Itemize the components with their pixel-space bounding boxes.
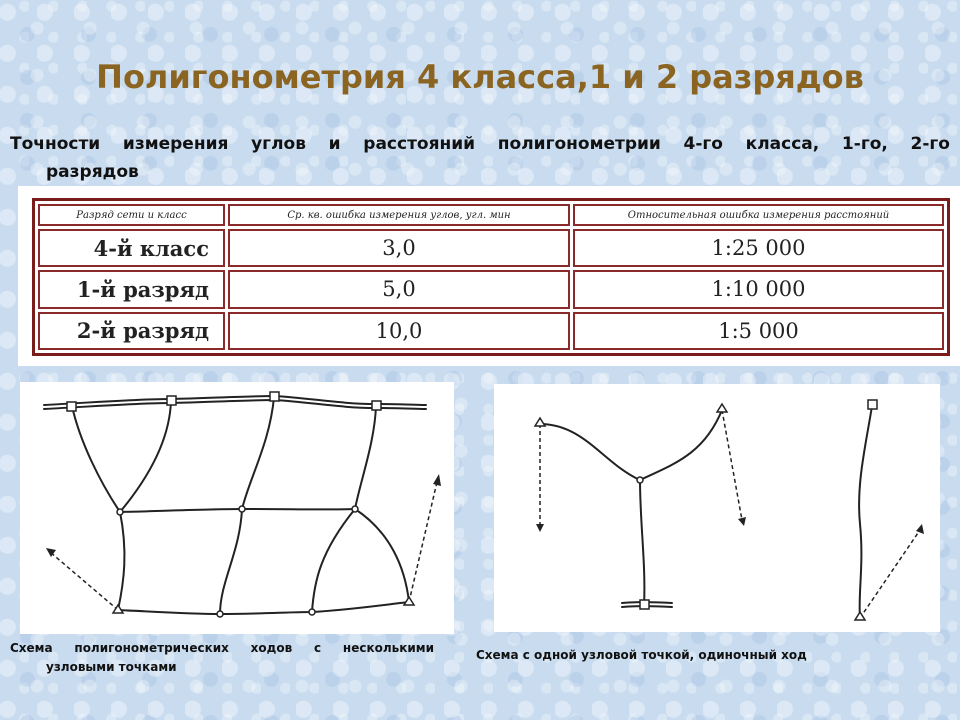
benchmark-icon — [67, 402, 76, 411]
node-point-icon — [217, 611, 223, 617]
header-angle-error: Ср. кв. ошибка измерения углов, угл. мин — [228, 204, 570, 226]
node-point-icon — [309, 609, 315, 615]
row-class: 2-й разряд — [38, 312, 225, 350]
table-row — [38, 312, 944, 350]
row-angle-error: 5,0 — [228, 270, 570, 308]
triangle-point-icon — [855, 612, 865, 620]
benchmark-icon — [372, 401, 381, 410]
left-diagram-caption-line-2: узловыми точками — [46, 660, 177, 674]
row-distance-error: 1:10 000 — [573, 270, 944, 308]
right-diagram-caption: Схема с одной узловой точкой, одиночный ход — [476, 648, 807, 662]
benchmark-icon — [270, 392, 279, 401]
row-angle-error: 10,0 — [228, 312, 570, 350]
row-distance-error: 1:5 000 — [573, 312, 944, 350]
benchmark-icon — [640, 600, 649, 609]
subtitle-line-1: Точности измерения углов и расстояний полигонометрии 4-го класса, 1-го, 2-го — [10, 134, 950, 154]
multi-node-traverse-diagram — [20, 382, 454, 634]
triangle-point-icon — [404, 597, 414, 605]
triangle-point-icon — [113, 605, 123, 613]
row-angle-error: 3,0 — [228, 229, 570, 267]
left-diagram-caption-line-1: Схема полигонометрических ходов с несколькими — [10, 641, 434, 655]
node-point-icon — [239, 506, 245, 512]
node-point-icon — [117, 509, 123, 515]
triangle-point-icon — [717, 404, 727, 412]
table-header-row — [38, 204, 944, 226]
row-class: 4-й класс — [38, 229, 225, 267]
table-row — [38, 270, 944, 308]
benchmark-icon — [167, 396, 176, 405]
slide-title: Полигонометрия 4 класса,1 и 2 разрядов — [96, 58, 864, 96]
row-class: 1-й разряд — [38, 270, 225, 308]
benchmark-icon — [868, 400, 877, 409]
single-node-traverse-diagram — [494, 384, 940, 632]
node-point-icon — [352, 506, 358, 512]
row-distance-error: 1:25 000 — [573, 229, 944, 267]
header-class: Разряд сети и класс — [38, 204, 225, 226]
accuracy-table — [32, 198, 950, 356]
node-point-icon — [637, 477, 643, 483]
accuracy-table-panel — [18, 186, 960, 366]
table-row — [38, 229, 944, 267]
subtitle-line-2: разрядов — [46, 162, 139, 182]
multi-node-traverse-drawing — [20, 382, 454, 634]
single-node-traverse-drawing — [494, 384, 940, 632]
triangle-point-icon — [535, 418, 545, 426]
header-distance-error: Относительная ошибка измерения расстояний — [573, 204, 944, 226]
